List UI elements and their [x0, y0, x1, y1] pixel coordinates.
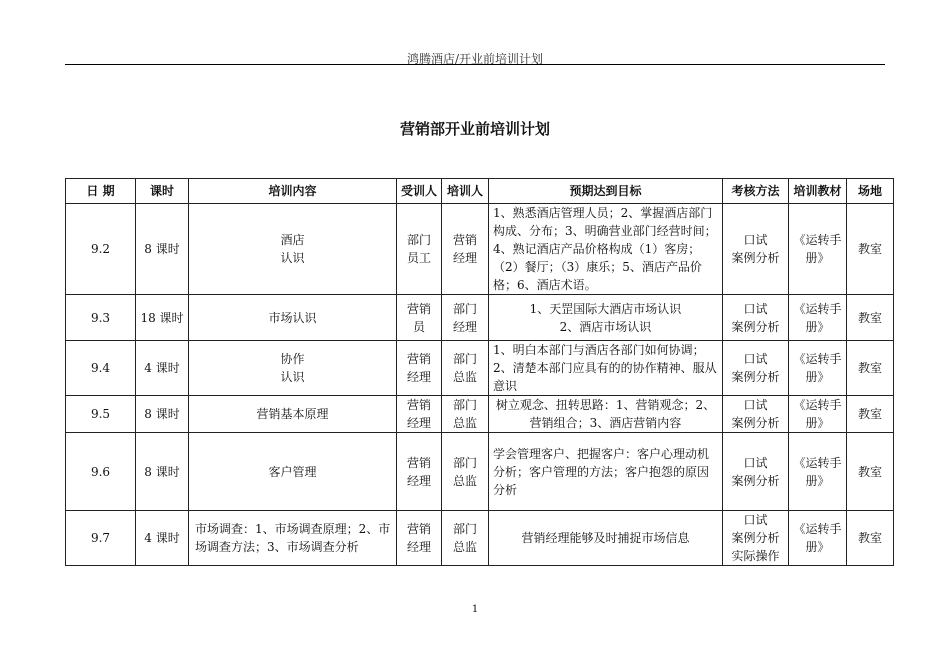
venue-cell: 教室	[847, 341, 894, 396]
column-header: 预期达到目标	[489, 179, 723, 204]
table-header-row	[66, 179, 894, 204]
trainee-cell: 营销 经理	[397, 396, 442, 433]
trainer-cell: 营销 经理	[442, 204, 489, 295]
material-cell: 《运转手 册》	[789, 295, 847, 341]
method-cell: 口试 案例分析 实际操作	[723, 511, 789, 566]
method-cell: 口试 案例分析	[723, 396, 789, 433]
table-row	[66, 295, 894, 341]
column-header: 培训教材	[789, 179, 847, 204]
goal-cell: 1、天罡国际大酒店市场认识 2、酒店市场认识	[489, 295, 723, 341]
column-header: 受训人	[397, 179, 442, 204]
column-header: 课时	[136, 179, 189, 204]
trainee-cell: 营销 经理	[397, 341, 442, 396]
hours-cell: 8 课时	[136, 396, 189, 433]
method-cell: 口试 案例分析	[723, 341, 789, 396]
content-cell: 市场调查：1、市场调查原理；2、市场调查方法；3、市场调查分析	[189, 511, 397, 566]
material-cell: 《运转手 册》	[789, 204, 847, 295]
material-cell: 《运转手 册》	[789, 341, 847, 396]
trainer-cell: 部门 总监	[442, 433, 489, 511]
date-cell: 9.2	[66, 204, 136, 295]
hours-cell: 4 课时	[136, 341, 189, 396]
venue-cell: 教室	[847, 396, 894, 433]
method-cell: 口试 案例分析	[723, 295, 789, 341]
hours-cell: 18 课时	[136, 295, 189, 341]
trainee-cell: 营销 经理	[397, 511, 442, 566]
trainer-cell: 部门 总监	[442, 396, 489, 433]
date-cell: 9.4	[66, 341, 136, 396]
column-header: 场地	[847, 179, 894, 204]
table-row	[66, 511, 894, 566]
column-header: 考核方法	[723, 179, 789, 204]
table-row	[66, 204, 894, 295]
venue-cell: 教室	[847, 295, 894, 341]
goal-cell: 营销经理能够及时捕捉市场信息	[489, 511, 723, 566]
material-cell: 《运转手 册》	[789, 433, 847, 511]
content-cell: 酒店 认识	[189, 204, 397, 295]
page-number: 1	[471, 604, 479, 615]
trainer-cell: 部门 经理	[442, 295, 489, 341]
venue-cell: 教室	[847, 204, 894, 295]
material-cell: 《运转手 册》	[789, 511, 847, 566]
column-header: 培训内容	[189, 179, 397, 204]
material-cell: 《运转手 册》	[789, 396, 847, 433]
trainer-cell: 部门 总监	[442, 341, 489, 396]
date-cell: 9.3	[66, 295, 136, 341]
venue-cell: 教室	[847, 511, 894, 566]
hours-cell: 8 课时	[136, 204, 189, 295]
column-header: 培训人	[442, 179, 489, 204]
goal-cell: 学会管理客户、把握客户：客户心理动机分析；客户管理的方法；客户抱怨的原因分析	[489, 433, 723, 511]
hours-cell: 4 课时	[136, 511, 189, 566]
table-row	[66, 396, 894, 433]
goal-cell: 1、熟悉酒店管理人员；2、掌握酒店部门构成、分布；3、明确营业部门经营时间；4、熟记酒店产品价格构成（1）客房；（2）餐厅；（3）康乐；5、酒店产品价格；6、酒店术语。	[489, 204, 723, 295]
goal-cell: 1、明白本部门与酒店各部门如何协调；2、清楚本部门应具有的的协作精神、服从意识	[489, 341, 723, 396]
hours-cell: 8 课时	[136, 433, 189, 511]
content-cell: 客户管理	[189, 433, 397, 511]
trainee-cell: 部门 员工	[397, 204, 442, 295]
goal-cell: 树立观念、扭转思路：1、营销观念；2、营销组合；3、酒店营销内容	[489, 396, 723, 433]
table-row	[66, 341, 894, 396]
method-cell: 口试 案例分析	[723, 433, 789, 511]
running-header: 鸿腾酒店/开业前培训计划	[406, 52, 544, 66]
trainee-cell: 营销 经理	[397, 433, 442, 511]
content-cell: 协作 认识	[189, 341, 397, 396]
trainee-cell: 营销 员	[397, 295, 442, 341]
document-title: 营销部开业前培训计划	[399, 120, 550, 138]
date-cell: 9.5	[66, 396, 136, 433]
date-cell: 9.7	[66, 511, 136, 566]
method-cell: 口试 案例分析	[723, 204, 789, 295]
trainer-cell: 部门 总监	[442, 511, 489, 566]
table-row	[66, 433, 894, 511]
date-cell: 9.6	[66, 433, 136, 511]
content-cell: 营销基本原理	[189, 396, 397, 433]
header-rule	[65, 64, 885, 65]
venue-cell: 教室	[847, 433, 894, 511]
content-cell: 市场认识	[189, 295, 397, 341]
column-header: 日 期	[66, 179, 136, 204]
training-plan-table	[65, 178, 894, 566]
